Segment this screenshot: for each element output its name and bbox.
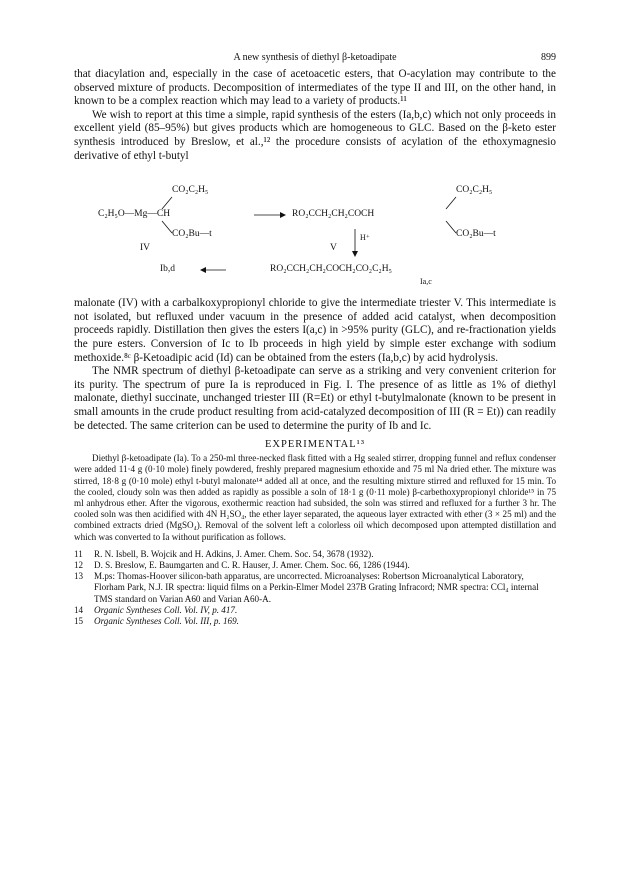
product-iac-label: Ia,c — [420, 277, 432, 287]
footnote-12 — [74, 560, 556, 571]
reaction-scheme — [74, 171, 556, 289]
paragraph-4: The NMR spectrum of diethyl β-ketoadipate can serve as a striking and very convenient criterion for its purity. The spectrum of pure Ia is reproduced in Fig. I. The presence of as little as 1% of diethyl malonate, diethyl succinate, unchanged triester III (R=Et) or ethyl t-butylmalonate (known to be present in small amounts in the crude product resulting from acid-catalyzed decomposition of III (R = Et)) can readily be detected. The same criterion can be used to determine the purity of Ib and Ic. — [74, 365, 556, 432]
footnote-11 — [74, 549, 556, 560]
experimental-text: Diethyl β-ketoadipate (Ia). To a 250-ml three-necked flask fitted with a Hg sealed stirrer, dropping funnel and reflux condenser were added 11·4 g (0·10 mole) finely powdered, freshly prepared magnesium ethoxide and 75 ml Na dried ether. The mixture was stirred, 18·8 g (0·10 mole) ethyl t-butyl malonate¹⁴ added all at once, and the resulting mixture stirred and refluxed for 15 min. To the cooled, cloudy soln was then added as rapidly as possible a soln of 18·1 g (0·11 mole) β-carbethoxypropionyl chloride¹⁵ in 75 ml anhydrous ether. After the vigorous, exothermic reaction had subsided, the soln was stirred and refluxed for a further 3 hr. The cooled soln was then acidified with 4N H₂SO₄, the ether layer separated, the aqueous layer extracted with ether (3 × 25 ml) and the combined extracts dried (MgSO₄). Removal of the solvent left a colorless oil which decomposed upon attempted distillation and which was converted to Ia without purification as follows. — [74, 453, 556, 542]
page-number: 899 — [541, 52, 556, 63]
iv-formula: C₂H₅O—Mg—CH — [98, 209, 171, 220]
running-title: A new synthesis of diethyl β-ketoadipate — [233, 52, 397, 63]
journal-page — [74, 52, 556, 627]
v-formula: RO₂CCH₂CH₂COCH — [292, 209, 375, 220]
v-top-substituent: CO₂C₂H₅ — [456, 185, 493, 196]
product-ibd-label: Ib,d — [160, 264, 176, 275]
footnote-number: 12 — [74, 559, 84, 570]
page-header — [74, 52, 556, 68]
iv-top-substituent: CO₂C₂H₅ — [172, 185, 209, 196]
footnote-14 — [74, 605, 556, 616]
footnote-number: 14 — [74, 604, 84, 615]
arrow-left-head — [200, 267, 206, 273]
iv-label: IV — [140, 243, 151, 254]
paragraph-2: We wish to report at this time a simple, rapid synthesis of the esters (Ia,b,c) which not only proceeds in excellent yield (85–95%) but gives products which are homogeneous to GLC. Based on the β-keto ester synthesis introduced by Breslow, et al.,¹² the procedure consists of acylation of the ethoxymagnesio derivative of ethyl t-butyl — [74, 108, 556, 162]
footnote-13 — [74, 571, 556, 605]
iv-upper-bond — [162, 197, 172, 209]
paragraph-3: malonate (IV) with a carbalkoxypropionyl chloride to give the intermediate triester V. This intermediate is not isolated, but refluxed under vacuum in the presence of added acid catalyst, when decomposition proceeds rapidly. Distillation then gives the esters I(a,c) in >95% purity (GLC), and re-fractionation yields the pure esters. Conversion of Ic to Ib proceeds in high yield by simple ester exchange with sodium methoxide.⁸ᶜ β-Ketoadipic acid (Id) can be obtained from the esters (Ia,b,c) by acid hydrolysis. — [74, 297, 556, 364]
iv-bottom-substituent: CO₂Bu—t — [172, 229, 212, 240]
catalyst-label: H⁺ — [360, 233, 370, 243]
footnote-text: R. N. Isbell, B. Wojcik and H. Adkins, J. Amer. Chem. Soc. 54, 3678 (1932). — [94, 548, 374, 559]
footnote-text: Organic Syntheses Coll. Vol. IV, p. 417. — [94, 604, 238, 615]
arrow-down-head — [352, 251, 358, 257]
footnotes — [74, 549, 556, 627]
iv-lower-bond — [162, 221, 172, 233]
v-lower-bond — [446, 221, 456, 233]
experimental-heading: EXPERIMENTAL¹³ — [265, 439, 365, 451]
footnote-number: 13 — [74, 571, 84, 582]
footnote-15 — [74, 616, 556, 627]
footnote-text: D. S. Breslow, E. Baumgarten and C. R. Hauser, J. Amer. Chem. Soc. 66, 1286 (1944). — [94, 559, 410, 570]
arrow-iv-to-v-head — [280, 212, 286, 218]
product-formula: RO₂CCH₂CH₂COCH₂CO₂C₂H₅ — [270, 264, 392, 275]
v-label: V — [330, 243, 337, 254]
paragraph-1: that diacylation and, especially in the case of acetoacetic esters, that O-acylation may contribute to the observed mixture of products. Decomposition of intermediates of the type II and III, on the other hand, in known to be a complex reaction which may lead to a variety of products.¹¹ — [74, 68, 556, 108]
v-upper-bond — [446, 197, 456, 209]
footnote-text: Organic Syntheses Coll. Vol. III, p. 169. — [94, 615, 239, 626]
footnote-number: 15 — [74, 615, 84, 626]
footnote-text: M.ps: Thomas-Hoover silicon-bath apparatus, are uncorrected. Microanalyses: Robertson Microanalytical Laboratory, Florham Park, N.J. IR spectra: liquid films on a Perkin-Elmer Model 237B Grating Infracord; NMR spectra: CCl₄ internal TMS standard on Varian A60 and Varian A60-A. — [94, 571, 539, 604]
footnote-number: 11 — [74, 548, 83, 559]
v-bottom-substituent: CO₂Bu—t — [456, 229, 496, 240]
